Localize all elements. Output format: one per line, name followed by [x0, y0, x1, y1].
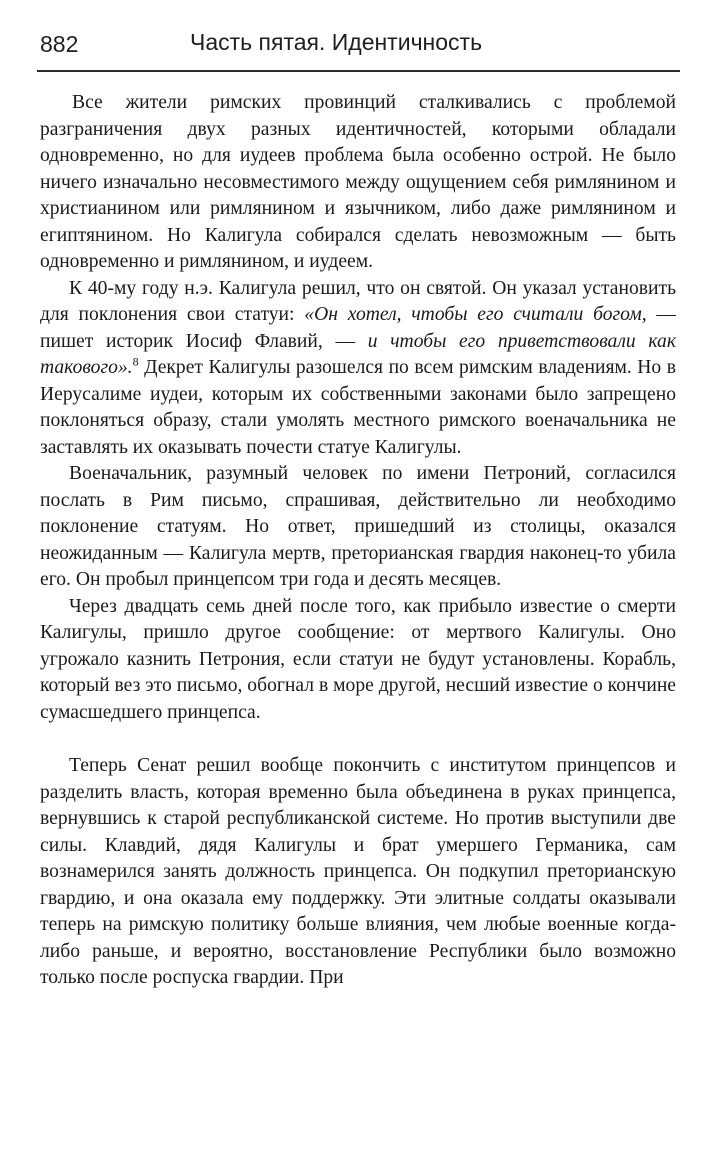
paragraph-caligula-decree: [40, 276, 676, 462]
paragraph-provinces: Все жители римских провинций сталкивались с проблемой разграничения двух разных идентичностей, которыми обладали одновременно, но для иудеев проблема была особенно острой. Не было ничего изначально несовместимого между ощущением себя римлянином и христианином или римлянином и язычником, либо даже римлянином и египтянином. Но Калигула собирался сделать невозможным — быть одновременно и римлянином, и иудеем.: [40, 92, 676, 272]
running-title: Часть пятая. Идентичность: [190, 29, 483, 55]
josephus-quote: и чтобы его приветствовали как такового».: [40, 330, 677, 378]
paragraph-letter: Через двадцать семь дней после того, как прибыло известие о смерти Калигулы, пришло другое сообщение: от мертвого Калигулы. Оно угрожало казнить Петрония, если статуи не будут установлены. Корабль, который вез это письмо, обогнал в море другой, несший известие о кончине сумасшедшего принцепса.: [40, 595, 676, 723]
paragraph-text: Декрет Калигулы разошелся по всем римским владениям. Но в Иерусалиме иудеи, которым их собственными законами было запрещено поклоняться образу, стали умолять местного римского военачальника не заставлять их оказывать почести статуе Калигулы.: [40, 357, 676, 458]
footnote-marker: 8: [132, 354, 139, 369]
header-rule: [37, 70, 680, 72]
paragraph-senate: Теперь Сенат решил вообще покончить с институтом принцепсов и разделить власть, которая временно была объединена в руках принцепса, вернувшись к старой республиканской системе. Но против выступили две силы. Клавдий, дядя Калигулы и брат умершего Германика, сам вознамерился занять должность принцепса. Он подкупил преторианскую гвардию, и она оказала ему поддержку. Эти элитные солдаты оказывали теперь на римскую политику больше влияния, чем любые военные когда-либо раньше, и вероятно, восстановление Республики было возможно только после роспуска гвардии. При: [40, 755, 676, 988]
josephus-quote: «Он хотел, чтобы его считали богом,: [304, 304, 647, 325]
paragraph-text: К 40-му году н.э. Калигула решил, что он святой. Он указал установить для поклонения свои статуи:: [40, 277, 676, 325]
body-text: [40, 90, 676, 992]
page-number: 882: [40, 31, 79, 57]
paragraph-text: — пишет историк Иосиф Флавий, —: [40, 304, 676, 352]
paragraph-petronius: Военачальник, разумный человек по имени Петроний, согласился послать в Рим письмо, спрашивая, действительно ли необходимо поклонение статуям. Но ответ, пришедший из столицы, оказался неожиданным — Калигула мертв, преторианская гвардия наконец-то убила его. Он пробыл принцепсом три года и десять месяцев.: [40, 463, 676, 590]
